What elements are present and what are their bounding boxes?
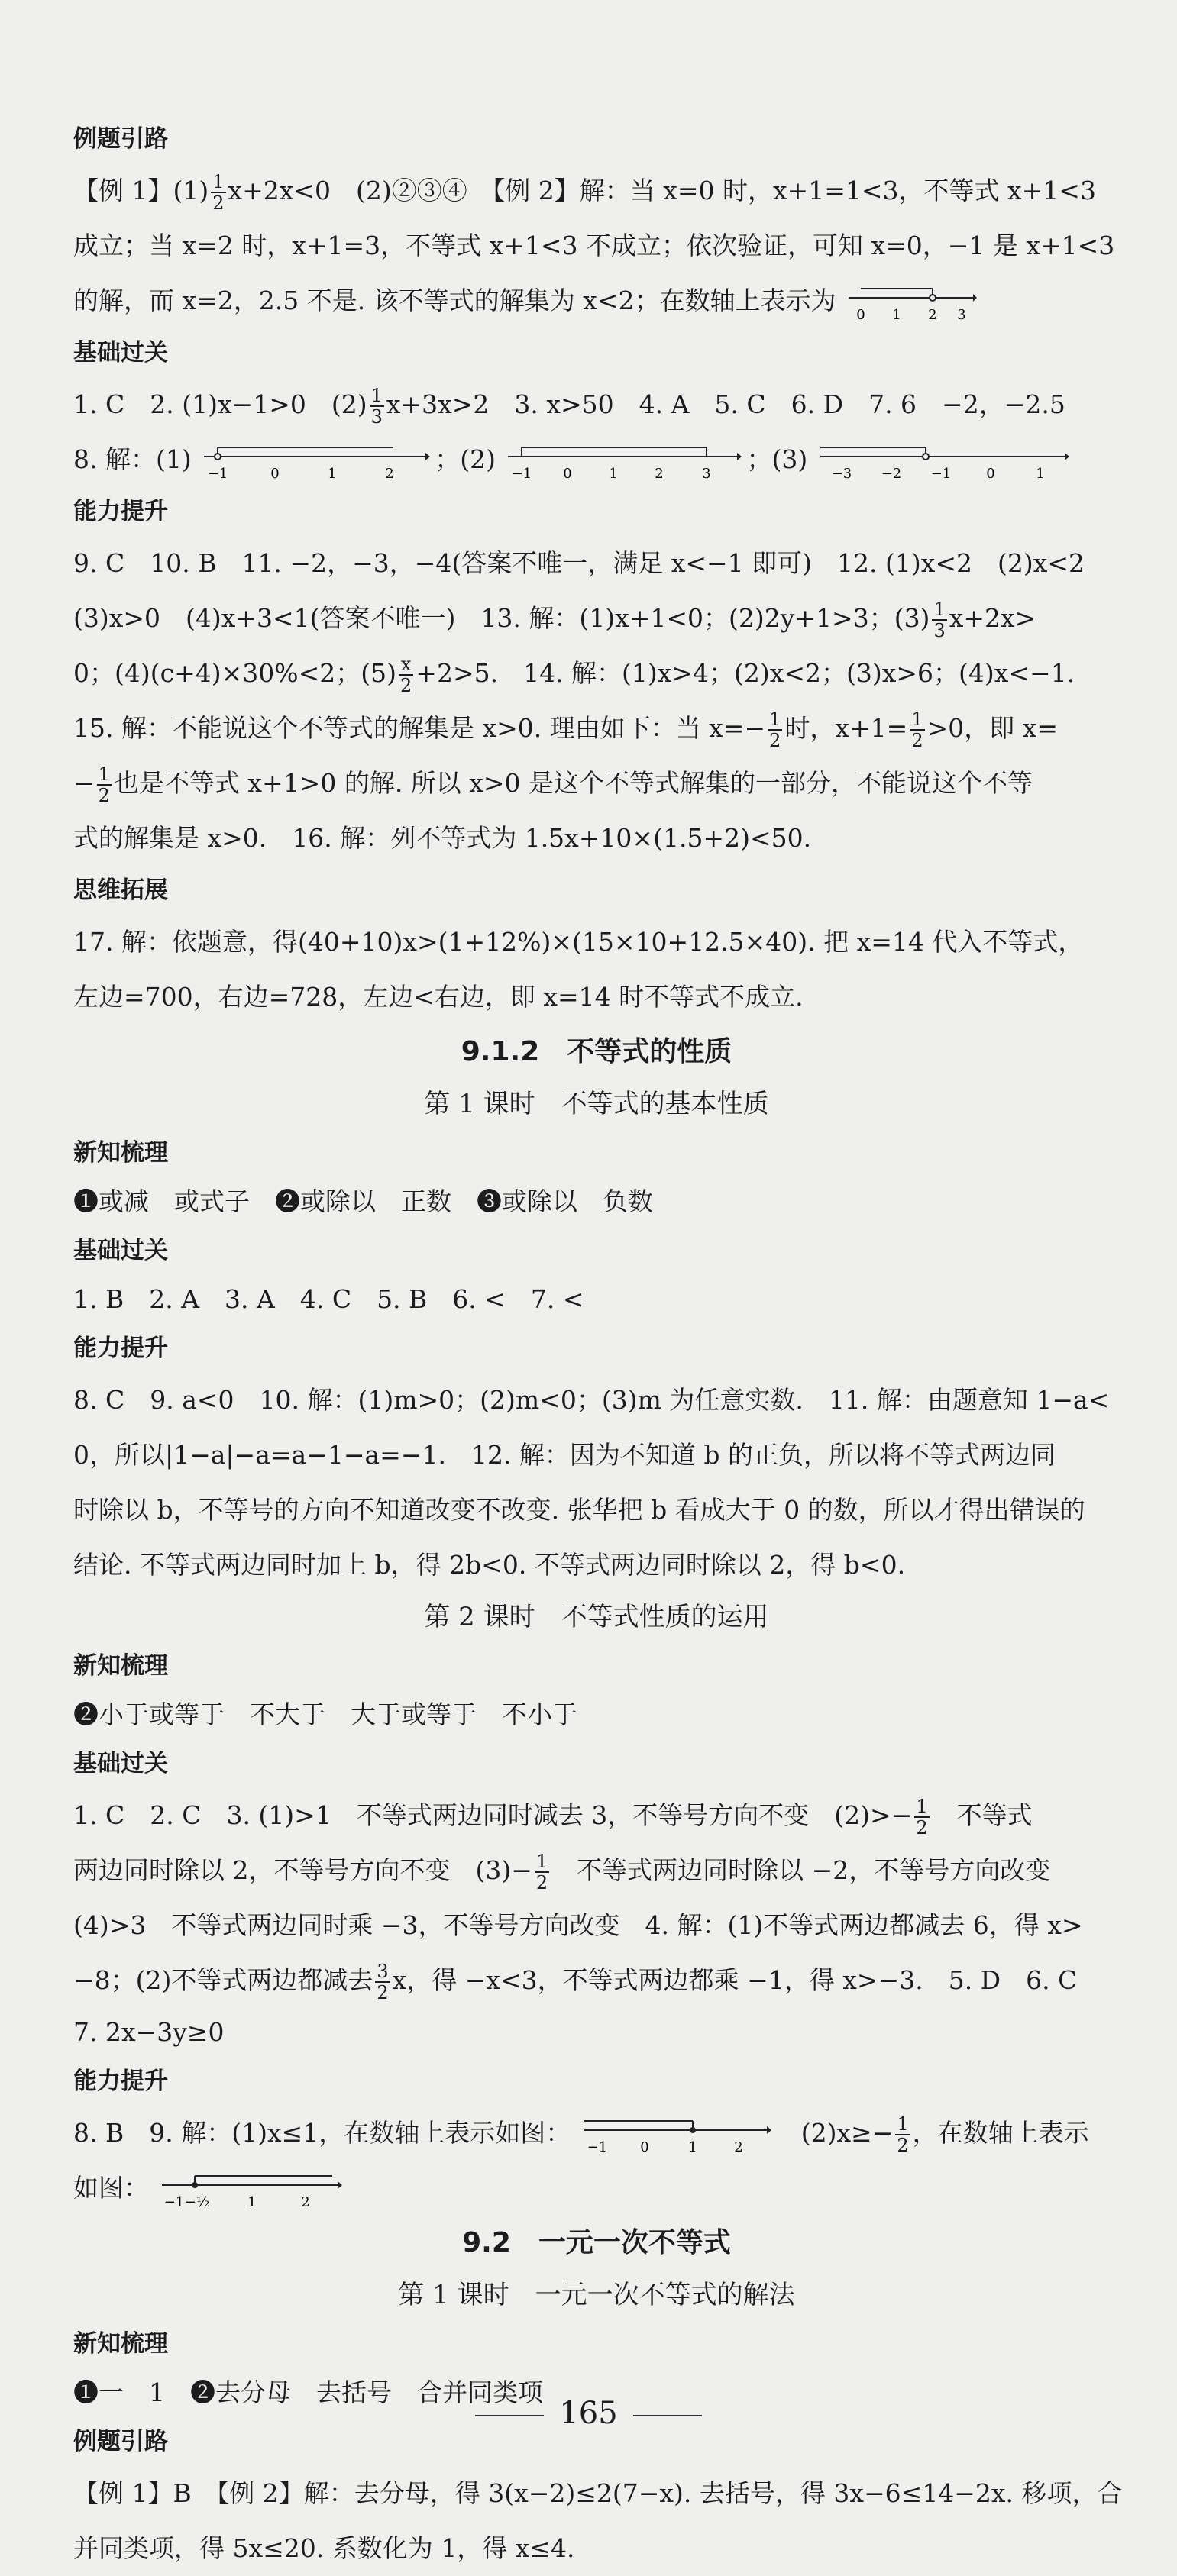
text-fragment: 不等式两边同时除以 −2，不等号方向改变 bbox=[551, 1855, 1051, 1885]
fraction bbox=[914, 1796, 929, 1838]
text-line: 8. C 9. a<0 10. 解：(1)m>0；(2)m<0；(3)m 为任意实数. 11. 解：由题意知 1−a< bbox=[73, 1385, 1110, 1415]
fraction-denominator: 2 bbox=[769, 730, 781, 751]
footer-dash bbox=[475, 2415, 544, 2416]
number-line-figure bbox=[506, 440, 743, 483]
tick-label: 2 bbox=[300, 2194, 310, 2210]
fraction bbox=[370, 386, 384, 427]
tick-label: −1 bbox=[163, 2194, 184, 2210]
fraction bbox=[895, 2114, 910, 2155]
fraction-numerator: 1 bbox=[769, 709, 781, 730]
tick-label: 1 bbox=[609, 466, 619, 482]
fraction-numerator: x bbox=[399, 654, 413, 676]
fraction-denominator: 2 bbox=[400, 675, 412, 696]
text-line bbox=[73, 163, 1120, 218]
fraction-denominator: 2 bbox=[911, 730, 923, 751]
tick-label: −1 bbox=[512, 466, 532, 482]
tick-label: 3 bbox=[702, 466, 712, 482]
text-line: 并同类项，得 5x≤20. 系数化为 1，得 x≤4. bbox=[73, 2533, 575, 2563]
text-line: 17. 解：依题意，得(40+10)x>(1+12%)×(15×10+12.5×40). 把 x=14 代入不等式， bbox=[73, 927, 1084, 957]
text-line: 成立；当 x=2 时，x+1=3，不等式 x+1<3 不成立；依次验证，可知 x=0，−1 是 x+1<3 bbox=[73, 231, 1115, 260]
text-line bbox=[73, 1843, 1120, 1898]
text-line: ❷小于或等于 不大于 大于或等于 不小于 bbox=[73, 1700, 577, 1729]
text-fragment: 不等式 bbox=[931, 1800, 1033, 1830]
tick-label: −2 bbox=[881, 466, 902, 482]
text-fragment: 0；(4)(c+4)×30%<2；(5) bbox=[73, 658, 397, 688]
text-fragment: ，在数轴上表示 bbox=[912, 2118, 1089, 2148]
text-line bbox=[73, 701, 1120, 756]
text-line: 0，所以|1−a|−a=a−1−a=−1. 12. 解：因为不知道 b 的正负，所以将不等式两边同 bbox=[73, 1440, 1056, 1470]
text-fragment: x+2x<0 (2)②③④ 【例 2】解：当 x=0 时，x+1=1<3，不等式 x+1<3 bbox=[228, 176, 1096, 205]
text-line bbox=[73, 432, 1120, 487]
text-line bbox=[73, 1953, 1120, 2008]
text-fragment: 时，x+1= bbox=[784, 713, 908, 743]
fraction-denominator: 2 bbox=[535, 1872, 548, 1893]
fraction-numerator: 1 bbox=[933, 599, 946, 620]
text-line bbox=[73, 1788, 1120, 1843]
section-heading: 例题引路 bbox=[73, 125, 168, 153]
text-fragment: 也是不等式 x+1>0 的解. 所以 x>0 是这个不等式解集的一部分，不能说这个不等 bbox=[113, 768, 1033, 798]
number-line-figure bbox=[160, 2168, 344, 2211]
text-fragment: − bbox=[73, 768, 95, 798]
tick-label: −1 bbox=[930, 466, 952, 482]
text-line: 9. C 10. B 11. −2，−3，−4(答案不唯一，满足 x<−1 即可) 12. (1)x<2 (2)x<2 bbox=[73, 548, 1085, 578]
tick-label: −½ bbox=[184, 2194, 209, 2210]
text-fragment: 1. C 2. (1)x−1>0 (2) bbox=[73, 389, 367, 419]
fraction-denominator: 3 bbox=[933, 620, 946, 641]
text-fragment: 两边同时除以 2，不等号方向不变 (3)− bbox=[73, 1855, 532, 1885]
fraction-numerator: 1 bbox=[98, 763, 110, 785]
text-fragment: 的解，而 x=2，2.5 不是. 该不等式的解集为 x<2；在数轴上表示为 bbox=[73, 286, 836, 315]
tick-label: 0 bbox=[856, 307, 865, 323]
text-fragment: x+3x>2 3. x>50 4. A 5. C 6. D 7. 6 −2，−2.5 bbox=[386, 389, 1065, 419]
lesson-title: 第 2 课时 不等式性质的运用 bbox=[424, 1602, 769, 1632]
text-line: 1. B 2. A 3. A 4. C 5. B 6. < 7. < bbox=[73, 1284, 584, 1314]
fraction bbox=[97, 764, 112, 805]
content-column bbox=[73, 115, 1123, 2576]
text-line: 左边=700，右边=728，左边<右边，即 x=14 时不等式不成立. bbox=[73, 982, 804, 1012]
text-fragment: 1. C 2. C 3. (1)>1 不等式两边同时减去 3，不等号方向不变 (2)>− bbox=[73, 1800, 913, 1830]
text-line bbox=[73, 646, 1120, 701]
tick-label: −3 bbox=[831, 466, 852, 482]
fraction-numerator: 1 bbox=[911, 709, 923, 730]
fraction-denominator: 2 bbox=[212, 192, 225, 214]
fraction-numerator: 1 bbox=[916, 1796, 928, 1817]
section-heading: 基础过关 bbox=[73, 339, 168, 366]
fraction bbox=[535, 1851, 549, 1893]
tick-label: 1 bbox=[1036, 466, 1045, 482]
fraction-numerator: 3 bbox=[377, 1961, 389, 1982]
page-number: 165 bbox=[559, 2396, 618, 2431]
fraction-denominator: 3 bbox=[370, 406, 383, 428]
section-heading: 新知梳理 bbox=[73, 1139, 168, 1167]
section-heading: 基础过关 bbox=[73, 1750, 168, 1777]
fraction bbox=[768, 709, 782, 751]
text-fragment: 【例 1】(1) bbox=[73, 176, 209, 205]
footer-dash bbox=[633, 2415, 702, 2416]
text-fragment: ；(2) bbox=[435, 444, 496, 474]
section-title: 9.2 一元一次不等式 bbox=[462, 2227, 731, 2258]
text-fragment: 8. B 9. 解：(1)x≤1，在数轴上表示如图： bbox=[73, 2118, 571, 2148]
fraction-numerator: 1 bbox=[370, 385, 383, 406]
tick-label: 1 bbox=[892, 307, 901, 323]
section-heading: 例题引路 bbox=[73, 2428, 168, 2455]
text-fragment: 如图： bbox=[73, 2173, 149, 2203]
text-line bbox=[73, 2161, 1120, 2216]
number-line-figure bbox=[847, 281, 977, 324]
number-line-figure bbox=[582, 2113, 773, 2156]
fraction-denominator: 2 bbox=[916, 1817, 928, 1838]
fraction bbox=[932, 599, 946, 641]
text-fragment: 8. 解：(1) bbox=[73, 444, 192, 474]
text-fragment: x+2x> bbox=[949, 603, 1036, 633]
text-line: 7. 2x−3y≥0 bbox=[73, 2017, 225, 2047]
section-heading: 能力提升 bbox=[73, 498, 168, 525]
section-heading: 新知梳理 bbox=[73, 2330, 168, 2358]
text-fragment: +2>5. 14. 解：(1)x>4；(2)x<2；(3)x>6；(4)x<−1. bbox=[416, 658, 1075, 688]
fraction-numerator: 1 bbox=[535, 1851, 548, 1872]
lesson-title: 第 1 课时 不等式的基本性质 bbox=[424, 1089, 769, 1119]
tick-label: −1 bbox=[207, 466, 228, 482]
fraction bbox=[211, 172, 225, 213]
tick-label: 3 bbox=[957, 307, 966, 323]
fraction-numerator: 1 bbox=[212, 171, 225, 192]
text-fragment: (2)x≥− bbox=[775, 2118, 894, 2148]
number-line-figure bbox=[819, 440, 1071, 483]
fraction bbox=[399, 654, 413, 696]
tick-label: 0 bbox=[563, 466, 573, 482]
tick-label: 0 bbox=[986, 466, 995, 482]
fraction bbox=[910, 709, 924, 751]
text-line bbox=[73, 2106, 1120, 2161]
tick-label: 2 bbox=[385, 466, 394, 482]
text-line bbox=[73, 273, 1120, 328]
text-line: ❶一 1 ❷去分母 去括号 合并同类项 bbox=[73, 2377, 543, 2407]
tick-label: 0 bbox=[270, 466, 280, 482]
tick-label: 2 bbox=[928, 307, 937, 323]
section-heading: 能力提升 bbox=[73, 2068, 168, 2095]
text-line: (4)>3 不等式两边同时乘 −3，不等号方向改变 4. 解：(1)不等式两边都减去 6，得 x> bbox=[73, 1910, 1083, 1940]
text-line bbox=[73, 591, 1120, 646]
tick-label: 1 bbox=[328, 466, 337, 482]
text-line bbox=[73, 756, 1120, 811]
lesson-title: 第 1 课时 一元一次不等式的解法 bbox=[398, 2280, 795, 2310]
number-line-figure bbox=[202, 440, 432, 483]
section-heading: 能力提升 bbox=[73, 1335, 168, 1362]
text-fragment: (3)x>0 (4)x+3<1(答案不唯一) 13. 解：(1)x+1<0；(2)2y+1>3；(3) bbox=[73, 603, 930, 633]
text-line: 式的解集是 x>0. 16. 解：列不等式为 1.5x+10×(1.5+2)<50. bbox=[73, 823, 812, 853]
tick-label: 1 bbox=[687, 2139, 697, 2155]
text-line: ❶或减 或式子 ❷或除以 正数 ❸或除以 负数 bbox=[73, 1186, 653, 1216]
text-line: 【例 1】B 【例 2】解：去分母，得 3(x−2)≤2(7−x). 去括号，得 3x−6≤14−2x. 移项，合 bbox=[73, 2478, 1123, 2508]
text-fragment: −8；(2)不等式两边都减去 bbox=[73, 1965, 373, 1995]
fraction-denominator: 2 bbox=[377, 1982, 389, 2003]
tick-label: 1 bbox=[247, 2194, 257, 2210]
fraction-denominator: 2 bbox=[98, 785, 110, 806]
text-fragment: 15. 解：不能说这个不等式的解集是 x>0. 理由如下：当 x=− bbox=[73, 713, 766, 743]
fraction bbox=[375, 1961, 390, 2003]
fraction-denominator: 2 bbox=[897, 2135, 909, 2156]
text-fragment: >0，即 x= bbox=[926, 713, 1058, 743]
text-fragment: x，得 −x<3，不等式两边都乘 −1，得 x>−3. 5. D 6. C bbox=[392, 1965, 1078, 1995]
page-number-footer bbox=[0, 2396, 1177, 2431]
fraction-numerator: 1 bbox=[897, 2113, 909, 2135]
text-line bbox=[73, 377, 1120, 432]
tick-label: 2 bbox=[655, 466, 664, 482]
section-heading: 基础过关 bbox=[73, 1237, 168, 1264]
section-heading: 思维拓展 bbox=[73, 876, 168, 904]
tick-label: 0 bbox=[639, 2139, 649, 2155]
section-title: 9.1.2 不等式的性质 bbox=[461, 1036, 732, 1067]
text-fragment: ；(3) bbox=[746, 444, 808, 474]
text-line: 时除以 b，不等号的方向不知道改变不改变. 张华把 b 看成大于 0 的数，所以才得出错误的 bbox=[73, 1495, 1085, 1525]
tick-label: −1 bbox=[587, 2139, 607, 2155]
text-line: 结论. 不等式两边同时加上 b，得 2b<0. 不等式两边同时除以 2，得 b<0. bbox=[73, 1550, 906, 1580]
tick-label: 2 bbox=[733, 2139, 743, 2155]
section-heading: 新知梳理 bbox=[73, 1652, 168, 1680]
